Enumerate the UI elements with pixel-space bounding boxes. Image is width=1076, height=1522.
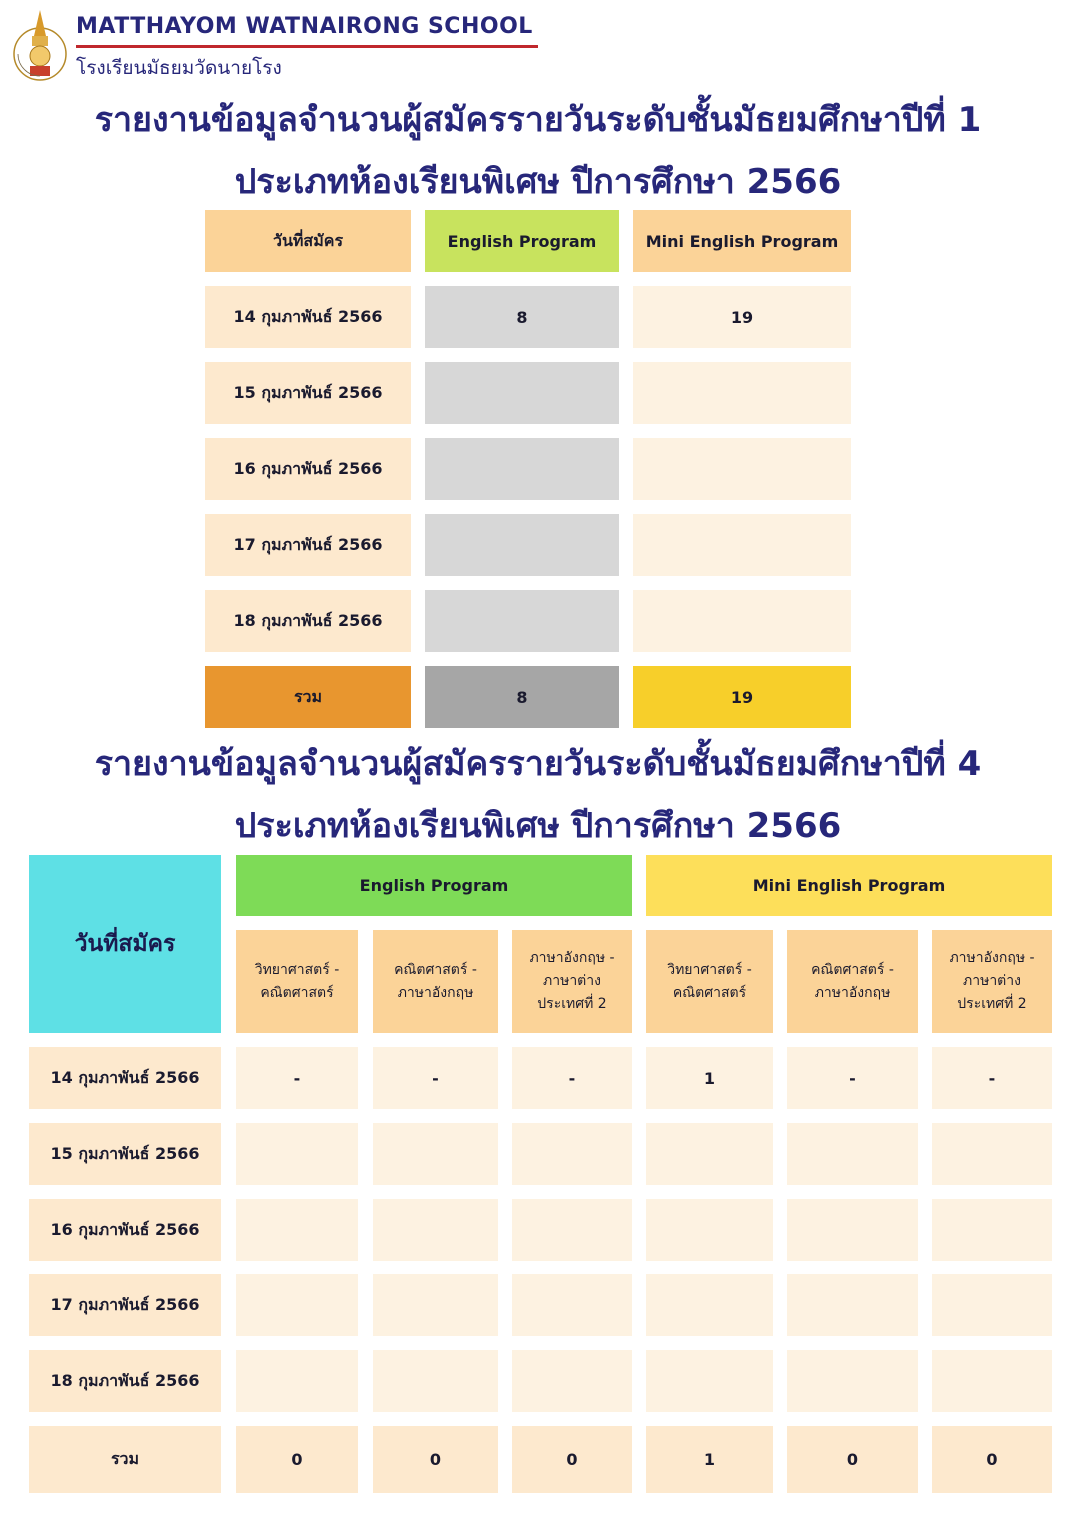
s4-total-value: 0 (932, 1426, 1052, 1493)
s1-row-ep: 8 (425, 286, 619, 348)
s1-header-mini-english-program: Mini English Program (633, 210, 851, 272)
s4-row-value (373, 1199, 498, 1261)
s4-row-value (236, 1350, 358, 1412)
s4-total-label: รวม (29, 1426, 221, 1493)
s4-row-date: 17 กุมภาพันธ์ 2566 (29, 1274, 221, 1336)
s1-row-date: 15 กุมภาพันธ์ 2566 (205, 362, 411, 424)
header-divider (76, 45, 538, 48)
s4-row-value (787, 1123, 918, 1185)
s4-row-value (236, 1274, 358, 1336)
s4-row-value (373, 1350, 498, 1412)
section4-title-line2: ประเภทห้องเรียนพิเศษ ปีการศึกษา 2566 (234, 806, 842, 846)
s4-row-date: 14 กุมภาพันธ์ 2566 (29, 1047, 221, 1109)
section1-title-line1: รายงานข้อมูลจำนวนผู้สมัครรายวันระดับชั้นมัธยมศึกษาปีที่ 1 (94, 100, 982, 140)
s4-row-value (512, 1350, 632, 1412)
s4-row-value (646, 1199, 773, 1261)
s4-subheader: คณิตศาสตร์ - ภาษาอังกฤษ (373, 930, 498, 1033)
s4-row-value: - (373, 1047, 498, 1109)
s4-row-value (512, 1123, 632, 1185)
s4-row-value: 1 (646, 1047, 773, 1109)
s1-row-mep: 19 (633, 286, 851, 348)
s4-row-value: - (512, 1047, 632, 1109)
s4-row-value (236, 1123, 358, 1185)
s4-row-value (646, 1274, 773, 1336)
s4-row-date: 15 กุมภาพันธ์ 2566 (29, 1123, 221, 1185)
s1-row-ep (425, 514, 619, 576)
page-header (0, 0, 1076, 90)
s4-total-value: 0 (787, 1426, 918, 1493)
school-name-th: โรงเรียนมัธยมวัดนายโรง (76, 57, 282, 79)
s4-total-value: 0 (512, 1426, 632, 1493)
s4-row-value (787, 1274, 918, 1336)
s4-row-value (646, 1350, 773, 1412)
s1-row-ep (425, 590, 619, 652)
s4-row-value (646, 1123, 773, 1185)
s4-subheader: คณิตศาสตร์ - ภาษาอังกฤษ (787, 930, 918, 1033)
s4-row-value (787, 1350, 918, 1412)
s1-row-mep (633, 438, 851, 500)
s1-row-date: 17 กุมภาพันธ์ 2566 (205, 514, 411, 576)
s4-row-value: - (932, 1047, 1052, 1109)
s4-subheader: วิทยาศาสตร์ - คณิตศาสตร์ (236, 930, 358, 1033)
s4-row-value (512, 1274, 632, 1336)
school-logo-icon (10, 6, 70, 86)
s4-row-value (932, 1199, 1052, 1261)
s4-row-date: 16 กุมภาพันธ์ 2566 (29, 1199, 221, 1261)
s4-row-value (932, 1350, 1052, 1412)
s4-row-value (373, 1123, 498, 1185)
s4-subheader: ภาษาอังกฤษ - ภาษาต่าง ประเทศที่ 2 (932, 930, 1052, 1033)
s4-subheader: วิทยาศาสตร์ - คณิตศาสตร์ (646, 930, 773, 1033)
s1-header-date: วันที่สมัคร (205, 210, 411, 272)
s1-row-mep (633, 514, 851, 576)
s4-header-date: วันที่สมัคร (29, 855, 221, 1033)
s4-row-value: - (236, 1047, 358, 1109)
section1-title-line2: ประเภทห้องเรียนพิเศษ ปีการศึกษา 2566 (234, 162, 842, 202)
s4-row-value (373, 1274, 498, 1336)
s4-row-value (512, 1199, 632, 1261)
s4-total-value: 1 (646, 1426, 773, 1493)
s1-row-mep (633, 590, 851, 652)
s1-total-mep: 19 (633, 666, 851, 728)
s4-header-english-program: English Program (236, 855, 632, 916)
s4-row-value (236, 1199, 358, 1261)
s4-row-value: - (787, 1047, 918, 1109)
s1-row-ep (425, 438, 619, 500)
s1-header-english-program: English Program (425, 210, 619, 272)
s1-total-label: รวม (205, 666, 411, 728)
s4-header-mini-english-program: Mini English Program (646, 855, 1052, 916)
s4-row-value (932, 1123, 1052, 1185)
s1-row-date: 16 กุมภาพันธ์ 2566 (205, 438, 411, 500)
s1-total-ep: 8 (425, 666, 619, 728)
s4-total-value: 0 (236, 1426, 358, 1493)
s4-total-value: 0 (373, 1426, 498, 1493)
s1-row-date: 14 กุมภาพันธ์ 2566 (205, 286, 411, 348)
school-name-en: MATTHAYOM WATNAIRONG SCHOOL (76, 14, 533, 39)
s4-row-date: 18 กุมภาพันธ์ 2566 (29, 1350, 221, 1412)
s1-row-ep (425, 362, 619, 424)
section4-title-line1: รายงานข้อมูลจำนวนผู้สมัครรายวันระดับชั้นมัธยมศึกษาปีที่ 4 (94, 744, 982, 784)
s4-row-value (932, 1274, 1052, 1336)
s1-row-date: 18 กุมภาพันธ์ 2566 (205, 590, 411, 652)
s1-row-mep (633, 362, 851, 424)
s4-subheader: ภาษาอังกฤษ - ภาษาต่าง ประเทศที่ 2 (512, 930, 632, 1033)
s4-row-value (787, 1199, 918, 1261)
